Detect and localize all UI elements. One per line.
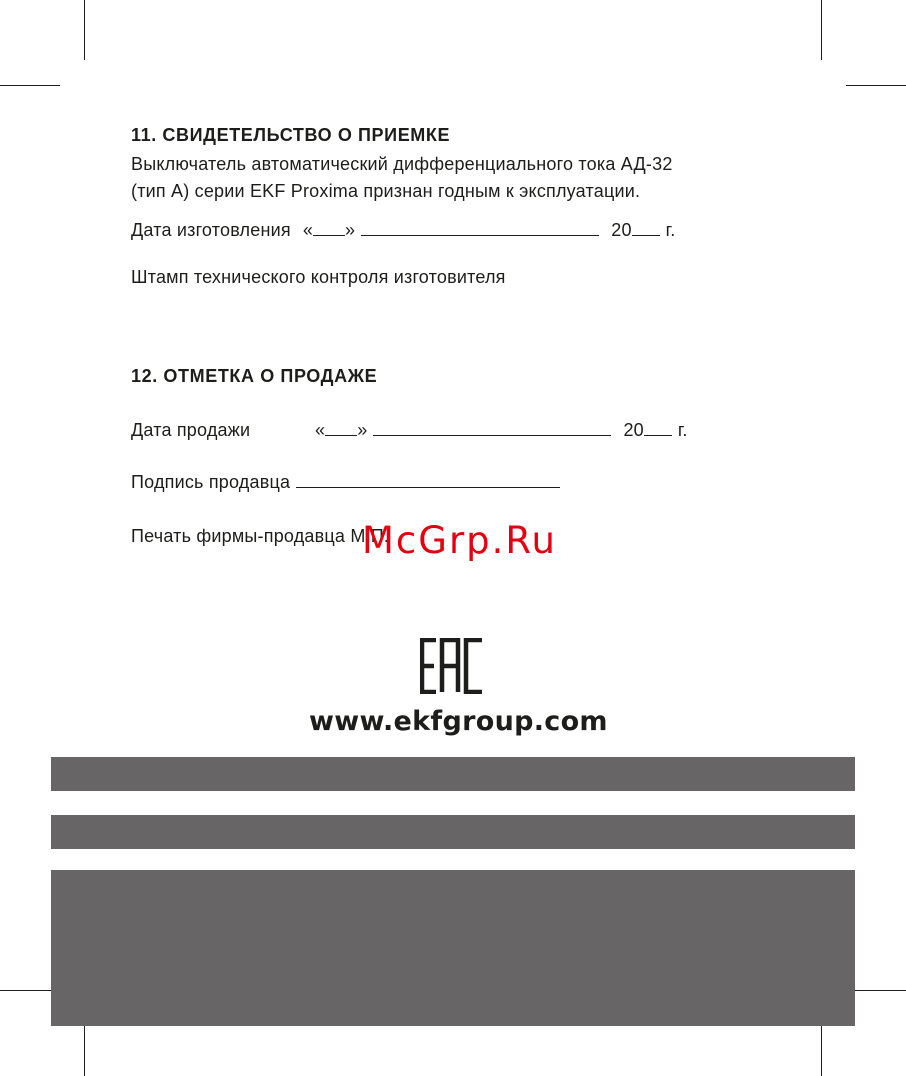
footer-band [51,815,855,849]
open-quote: « [315,420,326,440]
day-blank[interactable] [325,418,357,436]
watermark: McGrp.Ru [362,519,557,562]
footer-band [51,870,855,1026]
seller-signature-label: Подпись продавца [131,472,291,492]
section-12-heading: 12. ОТМЕТКА О ПРОДАЖЕ [131,366,378,386]
manufacture-date-label: Дата изготовления [131,220,291,240]
seller-stamp-label: Печать фирмы-продавца М.П. [131,526,390,546]
stamp-label: Штамп технического контроля изготовителя [131,267,506,287]
sale-date-row [131,418,688,441]
month-blank[interactable] [373,418,611,436]
crop-mark [846,85,906,86]
sale-date-label: Дата продажи [131,420,251,440]
close-quote: » [357,420,368,440]
year-prefix: 20 [611,220,632,240]
eac-mark-icon [420,638,484,694]
year-suffix: г. [665,220,676,240]
crop-mark [0,85,60,86]
day-blank[interactable] [313,218,345,236]
crop-mark [846,990,906,991]
open-quote: « [302,220,314,240]
section-11-heading: 11. СВИДЕТЕЛЬСТВО О ПРИЕМКЕ [131,125,451,145]
footer-band [51,757,855,791]
crop-mark [84,0,85,60]
month-blank[interactable] [361,218,599,236]
year-blank[interactable] [632,218,660,236]
close-quote: » [345,220,356,240]
manufacture-date-row [131,218,675,241]
crop-mark [821,0,822,60]
signature-blank[interactable] [296,470,560,488]
acceptance-text-line-1: Выключатель автоматический дифференциального тока АД-32 [131,154,673,174]
year-blank[interactable] [644,418,672,436]
seller-signature-row [131,470,560,493]
year-suffix: г. [677,420,688,440]
website-url: www.ekfgroup.com [309,706,608,737]
year-prefix: 20 [623,420,644,440]
acceptance-text-line-2: (тип А) серии EKF Proxima признан годным к эксплуатации. [131,181,641,201]
